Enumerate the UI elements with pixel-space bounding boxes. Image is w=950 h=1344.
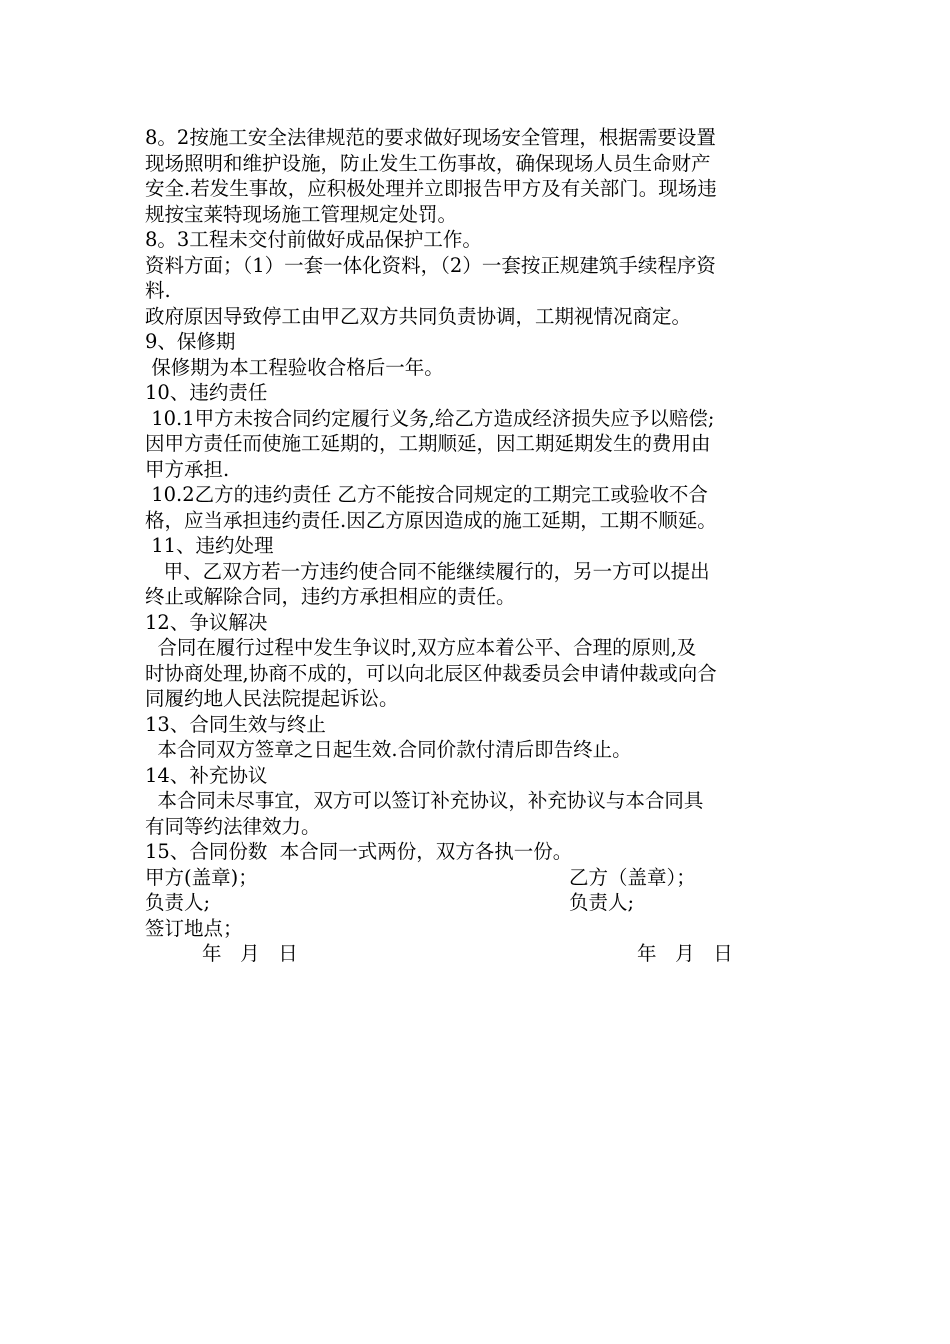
text-line: 安全.若发生事故，应积极处理并立即报告甲方及有关部门。现场违 [145, 177, 717, 200]
party-b-seal-label: 乙方（盖章）； [569, 865, 696, 889]
text-line: 终止或解除合同，违约方承担相应的责任。 [145, 585, 516, 608]
section-heading: 15、合同份数 本合同一式两份，双方各执一份。 [145, 840, 573, 863]
section-heading: 11、违约处理 [145, 534, 274, 557]
text-line: 本合同未尽事宜，双方可以签订补充协议，补充协议与本合同具 [145, 789, 704, 812]
section-heading: 12、争议解决 [145, 610, 268, 634]
text-line: 时协商处理,协商不成的，可以向北辰区仲裁委员会申请仲裁或向合 [145, 661, 717, 685]
contract-body [145, 125, 815, 967]
party-a-seal-label: 甲方(盖章)； [145, 865, 258, 889]
text-line: 保修期为本工程验收合格后一年。 [145, 355, 444, 379]
section-heading: 14、补充协议 [145, 763, 268, 787]
text-line: 因甲方责任而使施工延期的，工期顺延，因工期延期发生的费用由 [145, 432, 711, 455]
text-line: 8。3工程未交付前做好成品保护工作。 [145, 228, 482, 251]
party-b-date: 年 月 日 [637, 942, 733, 965]
text-line: 资料方面；（1）一套一体化资料，（2）一套按正规建筑手续程序资 [145, 253, 716, 277]
signature-person-row [145, 890, 815, 916]
text-line: 料. [145, 279, 171, 302]
signature-seal-row [145, 865, 815, 891]
text-line: 本合同双方签章之日起生效.合同价款付清后即告终止。 [145, 738, 632, 761]
section-heading: 13、合同生效与终止 [145, 712, 326, 736]
party-a-person-label: 负责人; [145, 891, 211, 914]
text-line: 10.1甲方未按合同约定履行义务,给乙方造成经济损失应予以赔偿; [145, 406, 715, 430]
section-heading: 10、违约责任 [145, 381, 268, 404]
text-line: 规按宝莱特现场施工管理规定处罚。 [145, 202, 458, 226]
text-line: 甲、乙双方若一方违约使合同不能继续履行的，另一方可以提出 [145, 559, 710, 583]
text-line: 8。2按施工安全法律规范的要求做好现场安全管理，根据需要设置 [145, 126, 716, 149]
signing-place-label: 签订地点； [145, 916, 243, 940]
signature-date-row [145, 941, 815, 967]
text-line: 政府原因导致停工由甲乙双方共同负责协调，工期视情况商定。 [145, 304, 692, 328]
text-line: 合同在履行过程中发生争议时,双方应本着公平、合理的原则,及 [145, 636, 697, 659]
text-line: 格，应当承担违约责任.因乙方原因造成的施工延期，工期不顺延。 [145, 508, 717, 532]
text-line: 10.2乙方的违约责任 乙方不能按合同规定的工期完工或验收不合 [145, 483, 708, 506]
section-heading: 9、保修期 [145, 330, 236, 353]
text-line: 同履约地人民法院提起诉讼。 [145, 687, 399, 710]
text-line: 有同等约法律效力。 [145, 814, 321, 838]
party-a-date: 年 月 日 [202, 942, 298, 965]
text-line: 甲方承担. [145, 457, 230, 481]
text-line: 现场照明和维护设施，防止发生工伤事故，确保现场人员生命财产 [145, 151, 711, 175]
signature-place-row [145, 916, 815, 942]
party-b-person-label: 负责人; [569, 891, 635, 914]
